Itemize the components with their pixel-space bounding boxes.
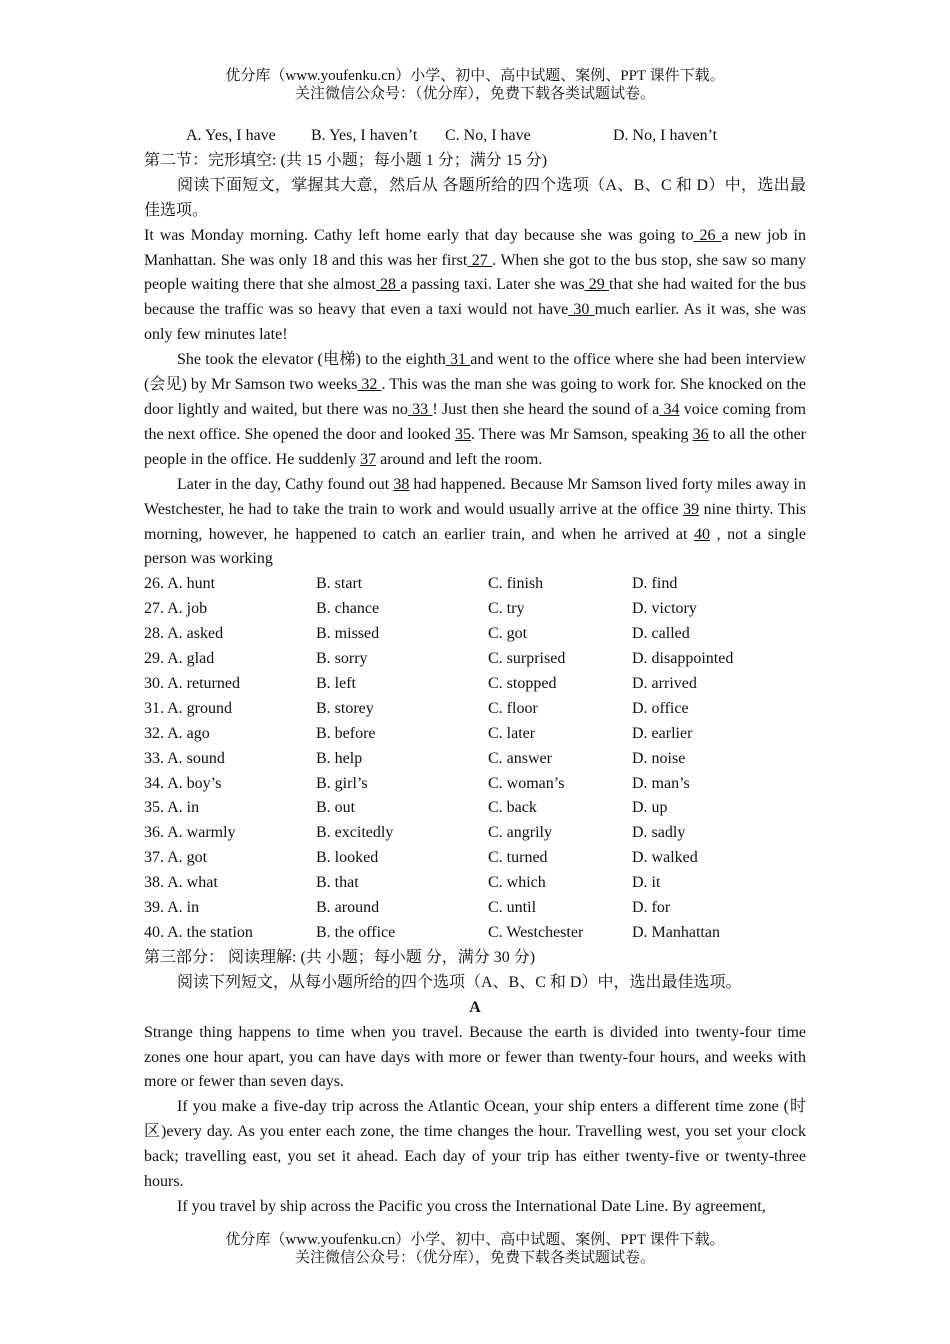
option-a: 28. A. asked: [144, 625, 224, 643]
option-row: [144, 597, 806, 622]
option-c: C. which: [488, 874, 546, 892]
option-a: 37. A. got: [144, 849, 208, 867]
option-a: 36. A. warmly: [144, 824, 236, 842]
footer-line-2: 关注微信公众号：（优分库），免费下载各类试题试卷。: [294, 1250, 655, 1266]
blank-34: 34: [659, 400, 680, 418]
page-footer: [0, 1231, 950, 1267]
blank-27: 27: [467, 251, 493, 269]
blank-26: 26: [693, 226, 722, 244]
option-b: B. girl’s: [316, 774, 368, 792]
blank-35: 35: [454, 425, 471, 443]
option-d: D. office: [632, 699, 689, 717]
option-b: B. Yes, I haven’t: [311, 127, 418, 144]
option-b: B. before: [316, 724, 376, 742]
option-d: D. called: [632, 625, 690, 643]
section2-title: 第二节：完形填空: (共 15 小题；每小题 1 分；满分 15 分): [144, 151, 548, 169]
section3-title: 第三部分： 阅读理解: (共 小题；每小题 分，满分 30 分): [144, 948, 536, 966]
option-c: C. back: [488, 799, 537, 817]
passage-a-paragraph-1: Strange thing happens to time when you travel. Because the earth is divided into twenty-four time zones one hour apart, you can have days with more or fewer than twenty-four hours, and weeks with more or fewer than seven days.: [144, 1023, 806, 1091]
option-d: D. it: [632, 874, 661, 892]
option-row: [144, 747, 806, 772]
option-a: A. Yes, I have: [186, 127, 276, 144]
option-d: D. noise: [632, 749, 686, 767]
option-a: 32. A. ago: [144, 724, 210, 742]
option-d: D. man’s: [632, 774, 690, 792]
option-b: B. around: [316, 899, 380, 917]
blank-32: 32: [357, 376, 382, 394]
cloze-paragraph-3: Later in the day, Cathy found out 38 had happened. Because Mr Samson lived forty miles away in Westchester, he had to take the train to work and would usually arrive at the office 39 nine thirty. This morning, however, he happened to catch an earlier train, and when he arrived at 40 , not a single person was working: [144, 475, 807, 568]
option-a: 39. A. in: [144, 899, 200, 917]
option-a: 33. A. sound: [144, 749, 225, 767]
option-row: [144, 796, 806, 821]
option-c: C. floor: [488, 699, 538, 717]
option-row: [144, 772, 806, 797]
option-d: D. disappointed: [632, 650, 734, 668]
option-c: C. surprised: [488, 650, 566, 668]
option-c: C. later: [488, 724, 536, 742]
blank-38: 38: [393, 475, 410, 493]
blank-37: 37: [360, 450, 377, 468]
option-a: 27. A. job: [144, 600, 208, 618]
option-b: B. missed: [316, 625, 380, 643]
option-a: 38. A. what: [144, 874, 218, 892]
option-row: [144, 622, 806, 647]
passage-a-paragraph-3: If you travel by ship across the Pacific you cross the International Date Line. By agreement,: [177, 1197, 766, 1215]
option-c: C. finish: [488, 575, 544, 593]
option-d: D. Manhattan: [632, 924, 720, 941]
blank-31: 31: [445, 351, 471, 369]
option-d: D. sadly: [632, 824, 686, 842]
section3-instruction: 阅读下列短文，从每小题所给的四个选项（A、B、C 和 D）中，选出最佳选项。: [177, 973, 742, 991]
blank-29: 29: [584, 276, 610, 294]
option-d: D. No, I haven’t: [613, 127, 718, 144]
option-b: B. that: [316, 874, 359, 892]
cloze-options-list: [144, 572, 806, 946]
option-c: C. No, I have: [445, 127, 531, 144]
document-body: [144, 124, 806, 1220]
option-a: 34. A. boy’s: [144, 774, 222, 792]
footer-line-1: 优分库（www.youfenku.cn）小学、初中、高中试题、案例、PPT 课件下载。: [225, 1232, 725, 1248]
passage-a-paragraph-2: If you make a five-day trip across the Atlantic Ocean, your ship enters a different time zone (时区)every day. As you enter each zone, the time changes the hour. Travelling west, you set your clock back; travelling east, you set it ahead. Each day of your trip has either twenty-five or twenty-three hours.: [144, 1098, 806, 1191]
option-c: C. woman’s: [488, 774, 565, 792]
option-b: B. chance: [316, 600, 380, 618]
option-b: B. help: [316, 749, 363, 767]
option-b: B. left: [316, 674, 356, 692]
header-line-2: 关注微信公众号：（优分库），免费下载各类试题试卷。: [294, 86, 655, 102]
option-a: 31. A. ground: [144, 699, 232, 717]
option-b: B. the office: [316, 924, 396, 941]
option-d: D. find: [632, 575, 678, 593]
cloze-paragraph-2: She took the elevator (电梯) to the eighth 31 and went to the office where she had been interview (会见) by Mr Samson two weeks 32 . This was the man she was going to work for. She knocked on the door lightly and waited, but there was no 33 ! Just then she heard the sound of a 34 voice coming from the next office. She opened the door and looked 35. There was Mr Samson, speaking 36 to all the other people in the office. He suddenly 37 around and left the room.: [144, 351, 807, 468]
option-row: [144, 647, 806, 672]
option-c: C. stopped: [488, 674, 557, 692]
option-c: C. turned: [488, 849, 548, 867]
option-a: 26. A. hunt: [144, 575, 216, 593]
passage-label: A: [469, 998, 481, 1016]
header-line-1: 优分库（www.youfenku.cn）小学、初中、高中试题、案例、PPT 课件下载。: [225, 68, 725, 84]
option-d: D. for: [632, 899, 671, 917]
option-a: 30. A. returned: [144, 674, 240, 692]
previous-question-options: [144, 124, 806, 149]
section2-instruction: 阅读下面短文，掌握其大意，然后从 各题所给的四个选项（A、B、C 和 D）中，选出最佳选项。: [144, 176, 806, 219]
option-row: [144, 921, 806, 946]
option-a: 40. A. the station: [144, 924, 253, 941]
option-d: D. arrived: [632, 674, 697, 692]
cloze-paragraph-1: It was Monday morning. Cathy left home early that day because she was going to 26 a new job in Manhattan. She was only 18 and this was her first 27 . When she got to the bus stop, she saw so many people waiting there that she almost 28 a passing taxi. Later she was 29 that she had waited for the bus because the traffic was so heavy that even a taxi would not have 30 much earlier. As it was, she was only few minutes late!: [144, 226, 807, 344]
blank-40: 40: [694, 525, 711, 543]
blank-28: 28: [375, 276, 401, 294]
blank-36: 36: [692, 425, 709, 443]
option-b: B. excitedly: [316, 824, 394, 842]
option-c: C. got: [488, 625, 528, 643]
option-d: D. walked: [632, 849, 698, 867]
option-b: B. out: [316, 799, 356, 817]
option-b: B. sorry: [316, 650, 368, 668]
option-b: B. looked: [316, 849, 379, 867]
option-row: [144, 722, 806, 747]
page-header: [0, 67, 950, 103]
option-c: C. answer: [488, 749, 552, 767]
blank-39: 39: [683, 500, 700, 518]
option-d: D. victory: [632, 600, 697, 618]
option-b: B. storey: [316, 699, 374, 717]
option-row: [144, 871, 806, 896]
option-c: C. Westchester: [488, 924, 584, 941]
option-c: C. until: [488, 899, 537, 917]
option-a: 29. A. glad: [144, 650, 215, 668]
blank-30: 30: [568, 301, 595, 319]
option-b: B. start: [316, 575, 363, 593]
option-row: [144, 896, 806, 921]
option-row: [144, 821, 806, 846]
option-a: 35. A. in: [144, 799, 200, 817]
option-row: [144, 572, 806, 597]
option-row: [144, 672, 806, 697]
option-c: C. try: [488, 600, 525, 618]
blank-33: 33: [407, 400, 433, 418]
option-d: D. up: [632, 799, 668, 817]
option-row: [144, 846, 806, 871]
option-c: C. angrily: [488, 824, 552, 842]
option-row: [144, 697, 806, 722]
option-d: D. earlier: [632, 724, 693, 742]
